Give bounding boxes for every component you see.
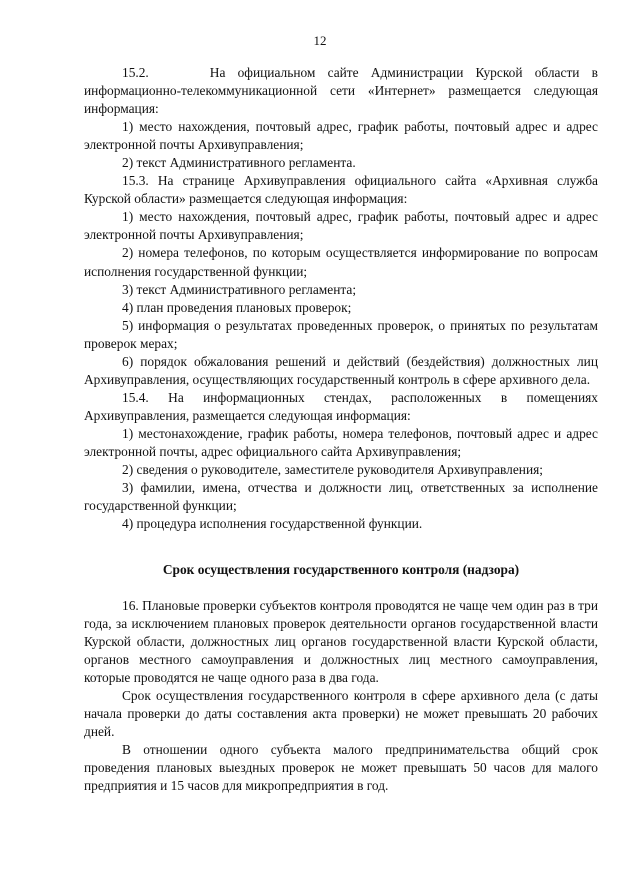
paragraph-15-4-item-1: 1) местонахождение, график работы, номера телефонов, почтовый адрес и адрес электронной почты, адрес официального сайта Архивуправления; — [84, 425, 598, 459]
paragraph-15-3-item-6: 6) порядок обжалования решений и действий (бездействия) должностных лиц Архивуправления, осуществляющих государственный контроль в сфере архивного дела. — [84, 353, 598, 387]
paragraph-15-4-item-2: 2) сведения о руководителе, заместителе руководителя Архивуправления; — [122, 462, 543, 478]
paragraph-16: 16. Плановые проверки субъектов контроля проводятся не чаще чем один раз в три года, за исключением плановых проверок деятельности органов государственной власти Курской области, должностных лиц органов государственной власти Курской области, органов местного самоуправления и должностных лиц местного самоуправления, которые проводятся не чаще одного раза в два года. — [84, 598, 598, 686]
paragraph-15-2: 15.2. На официальном сайте Администрации Курской области в информационно-телекоммуникационной сети «Интернет» размещается следующая информация: — [84, 65, 598, 117]
page-number: 12 — [313, 33, 327, 48]
paragraph-15-3: 15.3. На странице Архивуправления официального сайта «Архивная служба Курской области» размещается следующая информация: — [84, 173, 598, 207]
paragraph-15-2-item-1: 1) место нахождения, почтовый адрес, график работы, почтовый адрес и адрес электронной почты Архивуправления; — [84, 119, 598, 153]
paragraph-15-4: 15.4. На информационных стендах, расположенных в помещениях Архивуправления, размещается следующая информация: — [84, 389, 598, 423]
paragraph-15-3-item-5: 5) информация о результатах проведенных проверок, о принятых по результатам проверок мерах; — [84, 317, 598, 351]
paragraph-15-4-item-4: 4) процедура исполнения государственной функции. — [122, 516, 423, 532]
paragraph-15-3-item-3: 3) текст Административного регламента; — [122, 281, 357, 297]
paragraph-15-4-item-3: 3) фамилии, имена, отчества и должности лиц, ответственных за исполнение государственной функции; — [84, 480, 598, 514]
section-heading: Срок осуществления государственного контроля (надзора) — [162, 562, 520, 577]
body-text-lower — [84, 597, 598, 796]
paragraph-15-3-item-2: 2) номера телефонов, по которым осуществляется информирование по вопросам исполнения государственной функции; — [84, 245, 598, 279]
paragraph-15-3-item-1: 1) место нахождения, почтовый адрес, график работы, почтовый адрес и адрес электронной почты Архивуправления; — [84, 209, 598, 243]
body-text-upper — [84, 64, 598, 533]
paragraph-15-2-item-2: 2) текст Административного регламента. — [122, 155, 356, 171]
paragraph-15-3-item-4: 4) план проведения плановых проверок; — [122, 299, 352, 315]
paragraph-control-term: Срок осуществления государственного контроля в сфере архивного дела (с даты начала проверки до даты составления акта проверки) не может превышать 20 рабочих дней. — [84, 688, 598, 740]
paragraph-small-business: В отношении одного субъекта малого предпринимательства общий срок проведения плановых выездных проверок не может превышать 50 часов для малого предприятия и 15 часов для микропредприятия в год. — [84, 742, 598, 794]
